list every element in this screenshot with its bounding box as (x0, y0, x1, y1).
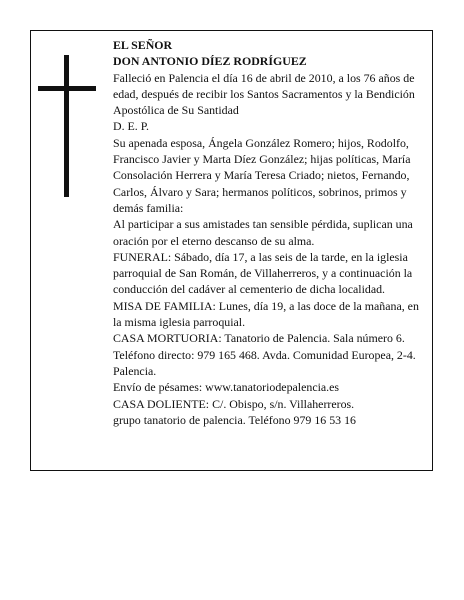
rip-line: D. E. P. (113, 119, 150, 134)
family-home-address: CASA DOLIENTE: C/. Obispo, s/n. Villaherreros. (113, 396, 355, 411)
family-mass-details: MISA DE FAMILIA: Lunes, día 19, a las doce de la mañana, en la misma iglesia parroquial. (113, 298, 419, 330)
mortuary-details: CASA MORTUORIA: Tanatorio de Palencia. Sala número 6. Teléfono directo: 979 165 468. Avda. Comunidad Europea, 2-4. Palencia. (113, 331, 416, 378)
death-announcement: Falleció en Palencia el día 16 de abril de 2010, a los 76 años de edad, después de recibir los Santos Sacramentos y la Bendición Apostólica de Su Santidad (113, 70, 415, 118)
condolences-website: Envío de pésames: www.tanatoriodepalencia.es (113, 380, 340, 395)
deceased-name: DON ANTONIO DÍEZ RODRÍGUEZ (113, 54, 307, 69)
header-title: EL SEÑOR (113, 38, 173, 52)
obituary-text (113, 37, 423, 428)
cross-horizontal-bar (38, 86, 96, 91)
cross-icon (38, 55, 96, 197)
funeral-details: FUNERAL: Sábado, día 17, a las seis de la tarde, en la iglesia parroquial de San Román, de Villaherreros, y a continuación la conducción del cadáver al cementerio de dicha localidad. (113, 249, 413, 297)
prayer-request: Al participar a sus amistades tan sensible pérdida, suplican una oración por el eterno descanso de su alma. (113, 217, 413, 248)
funeral-home-contact: grupo tanatorio de palencia. Teléfono 979 16 53 16 (113, 412, 356, 427)
cross-vertical-bar (64, 55, 69, 197)
family-mourners: Su apenada esposa, Ángela González Romero; hijos, Rodolfo, Francisco Javier y Marta Díez González; hijas políticas, María Consolación Herrera y María Teresa Criado; nietos, Fernando, Carlos, Álvaro y Sara; hermanos políticos, sobrinos, primos y demás familia: (113, 135, 411, 215)
